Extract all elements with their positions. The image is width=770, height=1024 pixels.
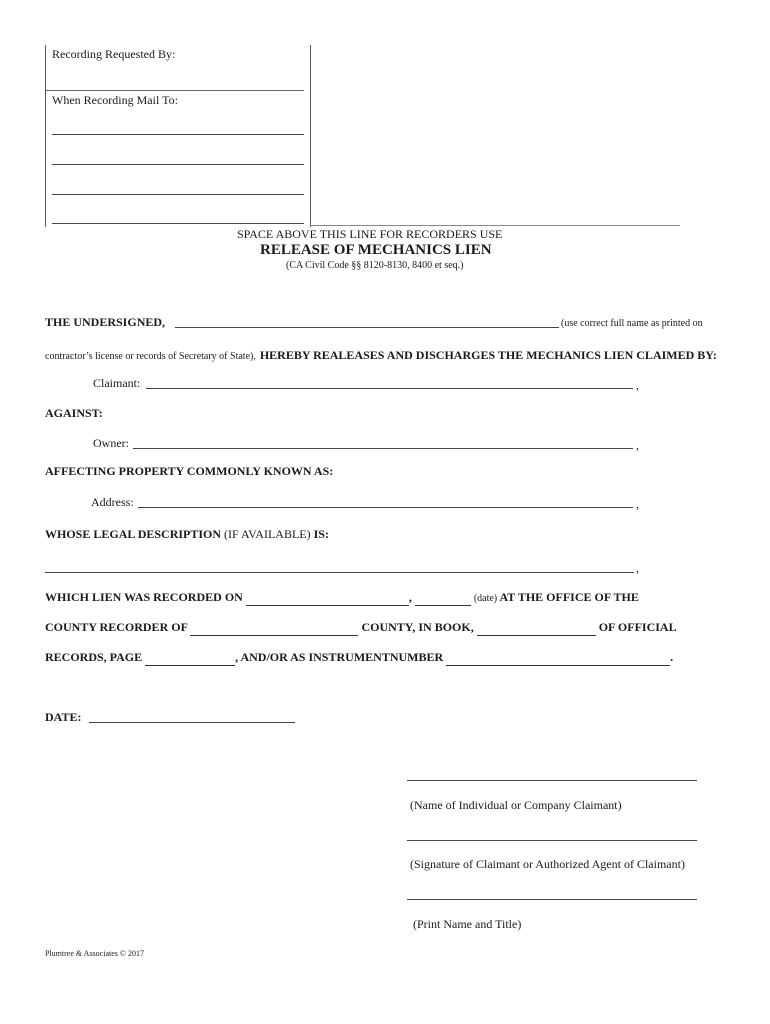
affecting-property-label: AFFECTING PROPERTY COMMONLY KNOWN AS: xyxy=(45,464,334,478)
date-label: DATE: xyxy=(45,710,82,724)
mail-to-line-1[interactable] xyxy=(52,134,304,135)
page-field[interactable] xyxy=(145,650,235,666)
recorded-on-field[interactable] xyxy=(246,590,409,606)
legal-description-field[interactable] xyxy=(45,572,634,573)
against-label: AGAINST: xyxy=(45,406,103,420)
legal-description-label: WHOSE LEGAL DESCRIPTION (IF AVAILABLE) IS: xyxy=(45,527,329,541)
box-right-border xyxy=(310,45,311,227)
claimant-name-line[interactable] xyxy=(407,780,697,781)
undersigned-hint: (use correct full name as printed on xyxy=(561,318,703,329)
claimant-label: Claimant: xyxy=(93,376,141,390)
records-page-line: RECORDS, PAGE , AND/OR AS INSTRUMENTNUMBER . xyxy=(45,650,674,664)
mail-to-line-4[interactable] xyxy=(52,223,304,224)
when-recording-mail-to-label: When Recording Mail To: xyxy=(52,93,178,107)
address-comma: , xyxy=(636,497,639,511)
recorder-space-label: SPACE ABOVE THIS LINE FOR RECORDERS USE xyxy=(237,227,503,241)
owner-comma: , xyxy=(636,438,639,452)
box-left-border xyxy=(45,45,46,227)
claimant-comma: , xyxy=(636,378,639,392)
document-subtitle: (CA Civil Code §§ 8120-8130, 8400 et seq.) xyxy=(286,260,464,271)
address-field[interactable] xyxy=(138,507,633,508)
signature-caption: (Signature of Claimant or Authorized Agent of Claimant) xyxy=(410,857,685,871)
undersigned-continuation xyxy=(45,346,717,364)
mail-to-line-2[interactable] xyxy=(52,164,304,165)
book-field[interactable] xyxy=(477,620,596,636)
county-recorder-line: COUNTY RECORDER OF COUNTY, IN BOOK, OF OFFICIAL xyxy=(45,620,677,634)
footer-copyright: Plumtree & Associates © 2017 xyxy=(45,949,144,958)
date-field[interactable] xyxy=(89,722,295,723)
recording-requested-by-label: Recording Requested By: xyxy=(52,47,176,61)
legal-comma: , xyxy=(636,561,639,575)
lien-recorded-line: WHICH LIEN WAS RECORDED ON , (date) AT THE OFFICE OF THE xyxy=(45,590,639,604)
date-hint: (date) xyxy=(473,593,498,604)
undersigned-name-field[interactable] xyxy=(175,327,559,328)
document-title: RELEASE OF MECHANICS LIEN xyxy=(260,242,492,258)
claimant-name-caption: (Name of Individual or Company Claimant) xyxy=(410,798,622,812)
print-name-line[interactable] xyxy=(407,899,697,900)
signature-line[interactable] xyxy=(407,840,697,841)
recorder-space-line xyxy=(310,225,680,226)
undersigned-hint-cont: contractor’s license or records of Secretary of State), xyxy=(45,351,256,362)
owner-label: Owner: xyxy=(93,436,129,450)
undersigned-label: THE UNDERSIGNED, xyxy=(45,315,166,329)
requested-by-line xyxy=(46,90,304,91)
releases-statement: HEREBY REALEASES AND DISCHARGES THE MECHANICS LIEN CLAIMED BY: xyxy=(259,348,717,362)
claimant-field[interactable] xyxy=(146,388,633,389)
owner-field[interactable] xyxy=(133,448,633,449)
mail-to-line-3[interactable] xyxy=(52,194,304,195)
instrument-number-field[interactable] xyxy=(446,650,670,666)
county-field[interactable] xyxy=(190,620,358,636)
recorded-date-field[interactable] xyxy=(415,590,471,606)
address-label: Address: xyxy=(91,495,134,509)
print-name-caption: (Print Name and Title) xyxy=(413,917,522,931)
